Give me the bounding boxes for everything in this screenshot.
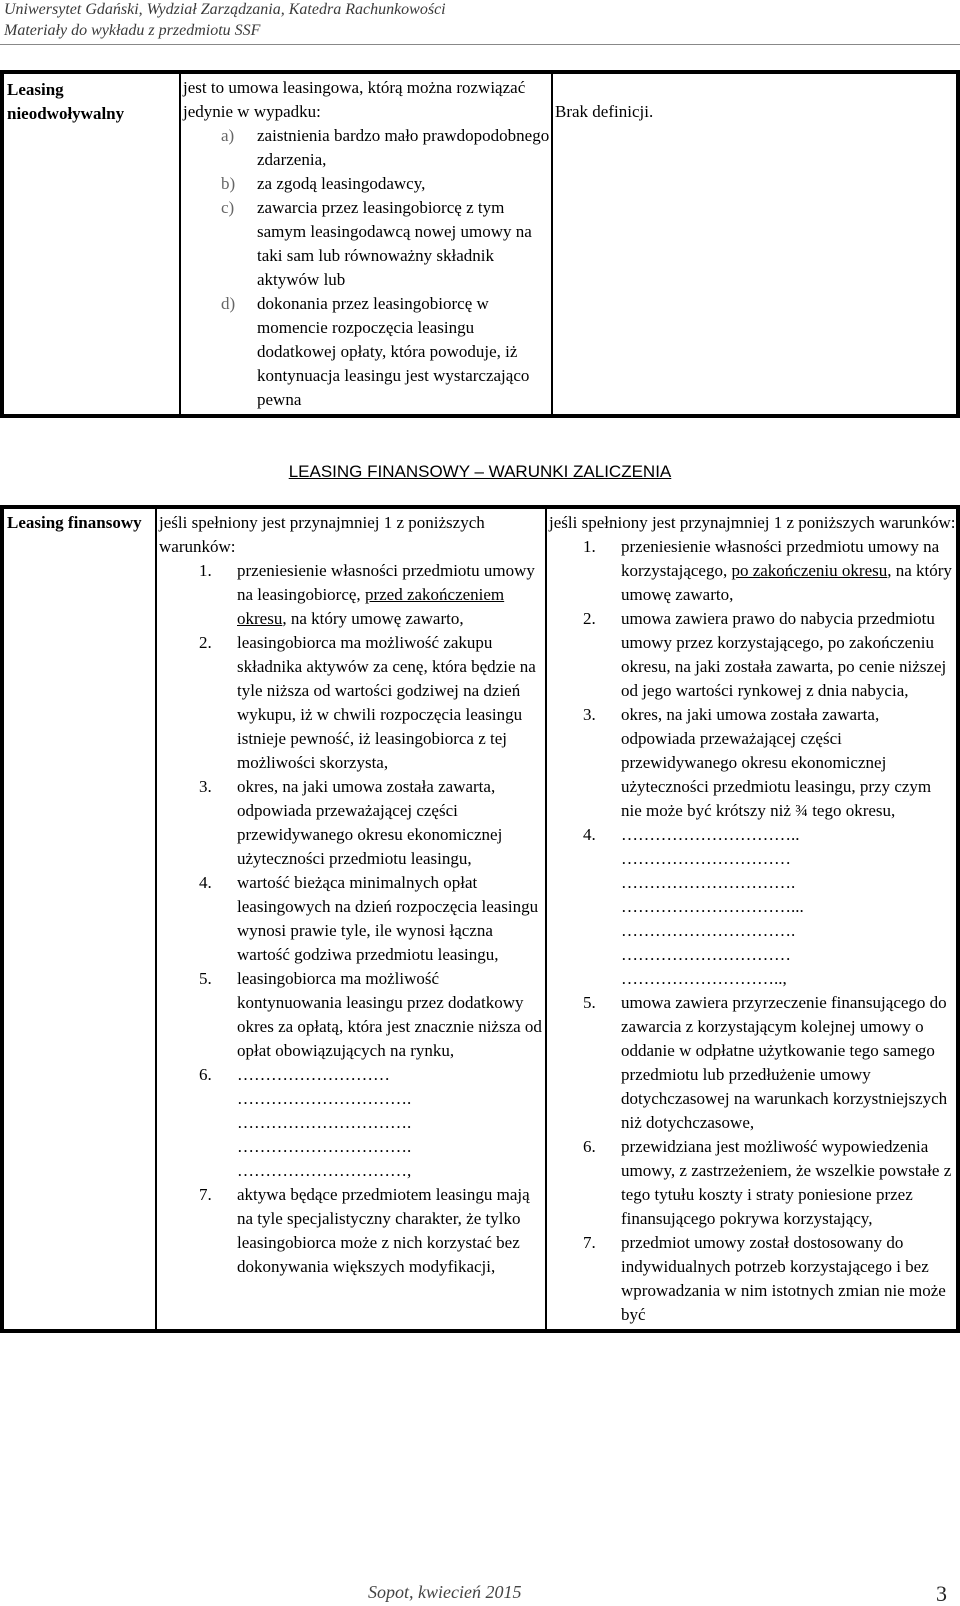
item-text: …………………………. <box>237 1137 412 1156</box>
item-text: umowa zawiera prawo do nabycia przedmiotu umowy przez korzystającego, po zakończeniu okresu, na jaki została zawarta, po cenie niższej od jego wartości rynkowej z dnia nabycia, <box>621 609 947 700</box>
conditions-law <box>546 508 957 1330</box>
item-number: 5. <box>583 993 596 1012</box>
table-leasing-nieodwolywalny <box>0 70 960 418</box>
item-text: , na który umowę zawarto, <box>621 561 952 604</box>
header-course: Materiały do wykładu z przedmiotu SSF <box>4 22 261 39</box>
item-text: przeniesienie własności przedmiotu umowy na korzystającego, <box>621 537 940 580</box>
list-item <box>159 967 545 1063</box>
conditions-intro: jeśli spełniony jest przynajmniej 1 z poniższych warunków: <box>549 513 956 532</box>
list-item <box>159 775 545 871</box>
definition-cell <box>180 73 552 415</box>
item-text: …………………………. <box>621 873 796 892</box>
item-number: 7. <box>583 1233 596 1252</box>
list-item <box>159 631 545 775</box>
item-number: 5. <box>199 969 212 988</box>
row-label: Leasing nieodwoływalny <box>3 73 180 415</box>
item-text: okres, na jaki umowa została zawarta, odpowiada przeważającej części przewidywanego okresu ekonomicznej użyteczności przedmiotu leasingu, przy czym nie może być krótszy niż ¾ tego okresu, <box>621 705 932 820</box>
list-item <box>549 943 956 967</box>
item-number: 2. <box>583 609 596 628</box>
item-text: …………………………. <box>237 1113 412 1132</box>
item-text-underlined: przed zakończeniem okresu <box>237 585 505 628</box>
item-text: aktywa będące przedmiotem leasingu mają na tyle specjalistyczny charakter, że tylko leasingobiorca może z nich korzystać bez dokonywania większych modyfikacji, <box>237 1185 530 1276</box>
item-number: 3. <box>583 705 596 724</box>
definition-list <box>183 124 551 412</box>
item-text: …………………………. <box>621 921 796 940</box>
list-item <box>159 1063 545 1087</box>
table-leasing-finansowy <box>0 505 960 1333</box>
list-item <box>549 1231 956 1327</box>
list-item <box>159 1135 545 1159</box>
list-item <box>549 919 956 943</box>
item-text: …………………………. <box>237 1089 412 1108</box>
item-text: wartość bieżąca minimalnych opłat leasingowych na dzień rozpoczęcia leasingu wynosi prawie tyle, ile wynosi łączna wartość godziwa przedmiotu leasingu, <box>237 873 539 964</box>
list-item <box>207 172 551 196</box>
item-number: 3. <box>199 777 212 796</box>
list-item <box>549 967 956 991</box>
item-number: 4. <box>583 825 596 844</box>
item-text: ………………………….. <box>621 825 800 844</box>
item-number: 1. <box>199 561 212 580</box>
item-number: 1. <box>583 537 596 556</box>
conditions-ias <box>156 508 546 1330</box>
list-item <box>549 991 956 1135</box>
list-item <box>549 823 956 847</box>
item-number: 2. <box>199 633 212 652</box>
item-text: przedmiot umowy został dostosowany do indywidualnych potrzeb korzystającego i bez wprowadzania w nim istotnych zmian nie może być <box>621 1233 946 1324</box>
list-item <box>159 1159 545 1183</box>
conditions-intro: jeśli spełniony jest przynajmniej 1 z poniższych warunków: <box>159 513 485 556</box>
list-item <box>207 124 551 172</box>
definition-intro: jest to umowa leasingowa, którą można rozwiązać jedynie w wypadku: <box>183 78 526 121</box>
item-text: za zgodą leasingodawcy, <box>257 174 426 193</box>
item-text: okres, na jaki umowa została zawarta, odpowiada przeważającej części przewidywanego okresu ekonomicznej użyteczności przedmiotu leasingu, <box>237 777 503 868</box>
list-item <box>549 871 956 895</box>
item-text: leasingobiorca ma możliwość kontynuowania leasingu przez dodatkowy okres za opłatą, która jest znacznie niższa od opłat obowiązujących na rynku, <box>237 969 542 1060</box>
list-item <box>159 1087 545 1111</box>
table-row <box>3 73 957 415</box>
conditions-list <box>159 559 545 1279</box>
list-item <box>207 292 551 412</box>
list-item <box>549 703 956 823</box>
item-text: …………………………, <box>237 1161 412 1180</box>
item-marker: b) <box>221 174 236 193</box>
item-text: ……………………… <box>237 1065 390 1084</box>
item-text: umowa zawiera przyrzeczenie finansującego do zawarcia z korzystającym kolejnej umowy o oddanie w odpłatne użytkowanie tego samego przedmiotu lub przedłużenie umowy dotychczasowej na warunkach korzystniejszych niż dotychczasowe, <box>621 993 948 1132</box>
section-title: LEASING FINANSOWY – WARUNKI ZALICZENIA <box>288 462 672 481</box>
list-item <box>159 1183 545 1279</box>
conditions-list <box>549 535 956 1327</box>
item-number: 7. <box>199 1185 212 1204</box>
item-text: leasingobiorca ma możliwość zakupu składnika aktywów za cenę, która będzie na tyle niższa od wartości godziwej na dzień wykupu, iż w chwili rozpoczęcia leasingu istnieje pewność, iż leasingobiorca z tej możliwości skorzysta, <box>237 633 536 772</box>
item-text: ……………………….., <box>621 969 787 988</box>
item-text: ………………………… <box>621 945 791 964</box>
list-item <box>549 847 956 871</box>
item-marker: c) <box>221 198 235 217</box>
item-number: 4. <box>199 873 212 892</box>
item-text: ………………………… <box>621 849 791 868</box>
item-text: zawarcia przez leasingobiorcę z tym samym leasingodawcą nowej umowy na taki sam lub równoważny składnik aktywów lub <box>257 198 532 289</box>
list-item <box>159 871 545 967</box>
item-number: 6. <box>583 1137 596 1156</box>
item-marker: d) <box>221 294 236 313</box>
item-marker: a) <box>221 126 235 145</box>
header-divider <box>0 44 960 45</box>
item-number: 6. <box>199 1065 212 1084</box>
item-text: przewidziana jest możliwość wypowiedzenia umowy, z zastrzeżeniem, że wszelkie powstałe z tego tytułu koszty i straty poniesione przez finansującego pokrywa korzystający, <box>621 1137 952 1228</box>
table-row <box>3 508 957 1330</box>
list-item <box>159 559 545 631</box>
item-text-underlined: po zakończeniu okresu <box>731 561 888 580</box>
header-university: Uniwersytet Gdański, Wydział Zarządzania, Katedra Rachunkowości <box>4 1 446 18</box>
list-item <box>549 895 956 919</box>
item-text: dokonania przez leasingobiorcę w momencie rozpoczęcia leasingu dodatkowej opłaty, która powoduje, iż kontynuacja leasingu jest wystarczająco pewna <box>257 294 530 409</box>
right-cell <box>552 73 957 415</box>
list-item <box>549 607 956 703</box>
item-text: zaistnienia bardzo mało prawdopodobnego zdarzenia, <box>257 126 550 169</box>
item-text: …………………………... <box>621 897 804 916</box>
footer-location-date: Sopot, kwiecień 2015 <box>368 1582 522 1602</box>
list-item <box>159 1111 545 1135</box>
row-label: Leasing finansowy <box>3 508 156 1330</box>
item-text: , na który umowę zawarto, <box>282 609 464 628</box>
list-item <box>549 1135 956 1231</box>
no-definition-text: Brak definicji. <box>555 102 654 121</box>
list-item <box>549 535 956 607</box>
list-item <box>207 196 551 292</box>
item-text: przeniesienie własności przedmiotu umowy na leasingobiorcę, <box>237 561 535 604</box>
page-number: 3 <box>936 1581 947 1606</box>
